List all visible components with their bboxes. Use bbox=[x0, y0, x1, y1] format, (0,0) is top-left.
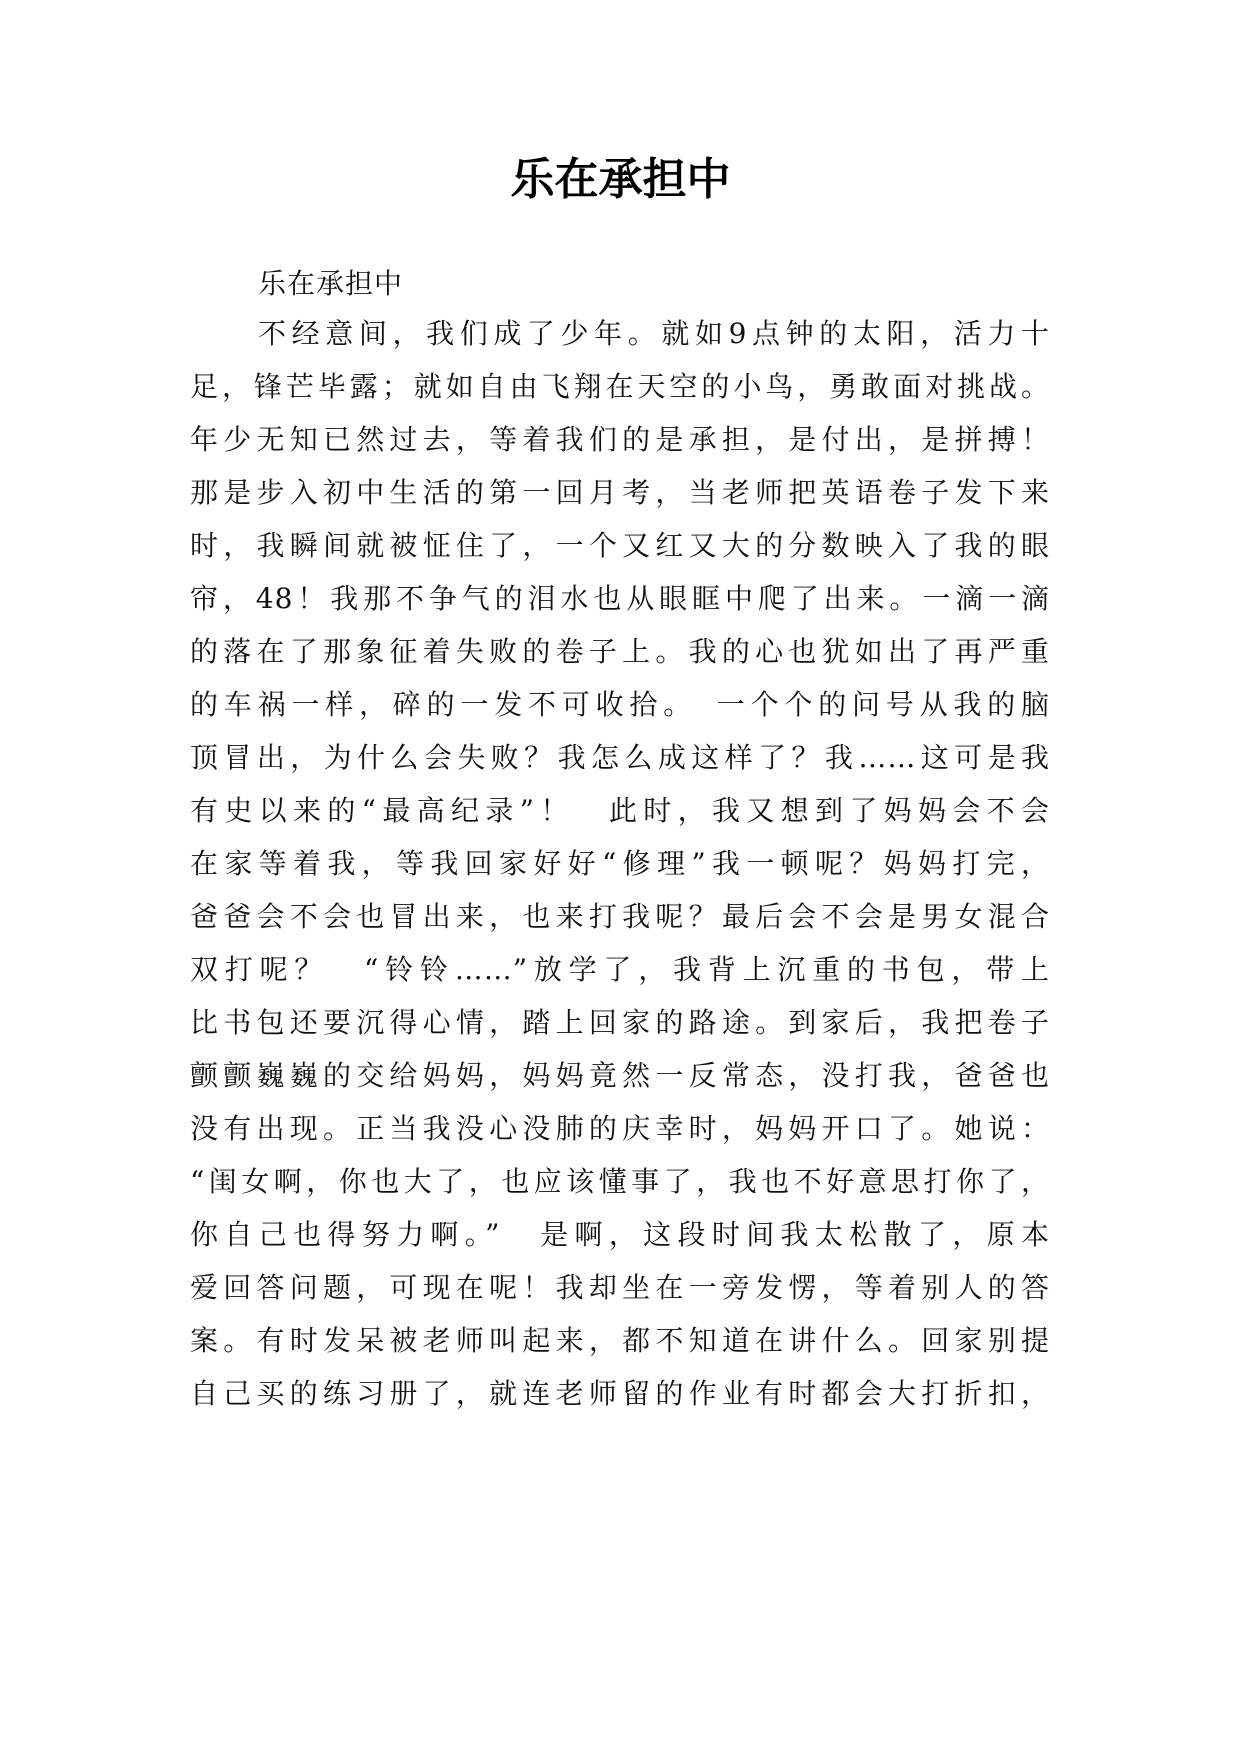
body-line: 那是步入初中生活的第一回月考，当老师把英语卷子发下来 bbox=[190, 476, 1050, 509]
body-line: 颤颤巍巍的交给妈妈，妈妈竟然一反常态，没打我，爸爸也 bbox=[190, 1059, 1050, 1092]
body-line: 乐在承担中 bbox=[258, 267, 404, 300]
body-line: 足，锋芒毕露；就如自由飞翔在天空的小鸟，勇敢面对挑战。 bbox=[190, 370, 1050, 403]
body-line: 年少无知已然过去，等着我们的是承担，是付出，是拼搏！ bbox=[190, 423, 1050, 456]
body-line: 你自己也得努力啊。” 是啊，这段时间我太松散了，原本 bbox=[190, 1218, 1050, 1251]
body-line: 双打呢？ “铃铃……”放学了，我背上沉重的书包，带上 bbox=[190, 953, 1050, 986]
body-line: 在家等着我，等我回家好好“修理”我一顿呢？妈妈打完， bbox=[190, 847, 1050, 880]
body-line: 没有出现。正当我没心没肺的庆幸时，妈妈开口了。她说： bbox=[190, 1112, 1050, 1145]
body-line: 的车祸一样，碎的一发不可收拾。 一个个的问号从我的脑 bbox=[190, 688, 1050, 721]
document-title: 乐在承担中 bbox=[510, 154, 731, 205]
body-line: 有史以来的“最高纪录”！ 此时，我又想到了妈妈会不会 bbox=[190, 794, 1050, 827]
body-line: 自己买的练习册了，就连老师留的作业有时都会大打折扣， bbox=[190, 1377, 1050, 1410]
body-line: 爸爸会不会也冒出来，也来打我呢？最后会不会是男女混合 bbox=[190, 900, 1050, 933]
body-line: 比书包还要沉得心情，踏上回家的路途。到家后，我把卷子 bbox=[190, 1006, 1050, 1039]
body-line: 时，我瞬间就被怔住了，一个又红又大的分数映入了我的眼 bbox=[190, 529, 1050, 562]
body-line: 不经意间，我们成了少年。就如9点钟的太阳，活力十 bbox=[258, 317, 1050, 350]
body-line: 爱回答问题，可现在呢！我却坐在一旁发愣，等着别人的答 bbox=[190, 1271, 1050, 1304]
body-line: 的落在了那象征着失败的卷子上。我的心也犹如出了再严重 bbox=[190, 635, 1050, 668]
body-line: 案。有时发呆被老师叫起来，都不知道在讲什么。回家别提 bbox=[190, 1324, 1050, 1357]
body-line: “闺女啊，你也大了，也应该懂事了，我也不好意思打你了， bbox=[190, 1165, 1050, 1198]
body-line: 顶冒出，为什么会失败？我怎么成这样了？我……这可是我 bbox=[190, 741, 1050, 774]
body-line: 帘，48！我那不争气的泪水也从眼眶中爬了出来。一滴一滴 bbox=[190, 582, 1050, 615]
